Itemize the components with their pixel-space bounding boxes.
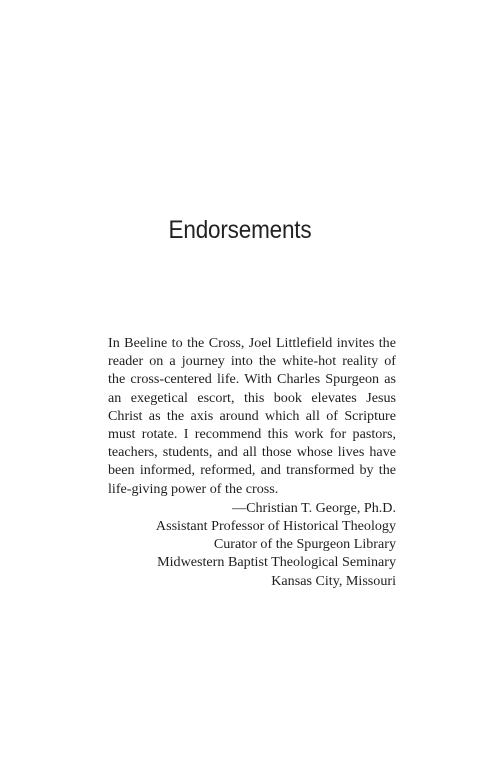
endorser-location: Kansas City, Missouri — [271, 572, 396, 589]
endorser-name: —Christian T. George, Ph.D. — [231, 499, 396, 516]
endorser-role: Curator of the Spurgeon Library — [213, 536, 396, 553]
endorsement-attribution — [108, 499, 396, 590]
endorsement-block — [108, 334, 396, 590]
endorsement-quote: In Beeline to the Cross, Joel Littlefield invites the reader on a journey into the white-hot reality of the cross-centered life. With Charles Spurgeon as an exegetical escort, this book elevates Jesus Christ as the axis around which all of Scripture must rotate. I recommend this work for pastors, teachers, students, and all those whose lives have been informed, reformed, and transformed by the life-giving power of the cross. — [108, 335, 396, 497]
endorser-title: Assistant Professor of Historical Theology — [155, 518, 396, 535]
page-title: Endorsements — [168, 216, 312, 244]
endorser-institution: Midwestern Baptist Theological Seminary — [157, 554, 396, 571]
